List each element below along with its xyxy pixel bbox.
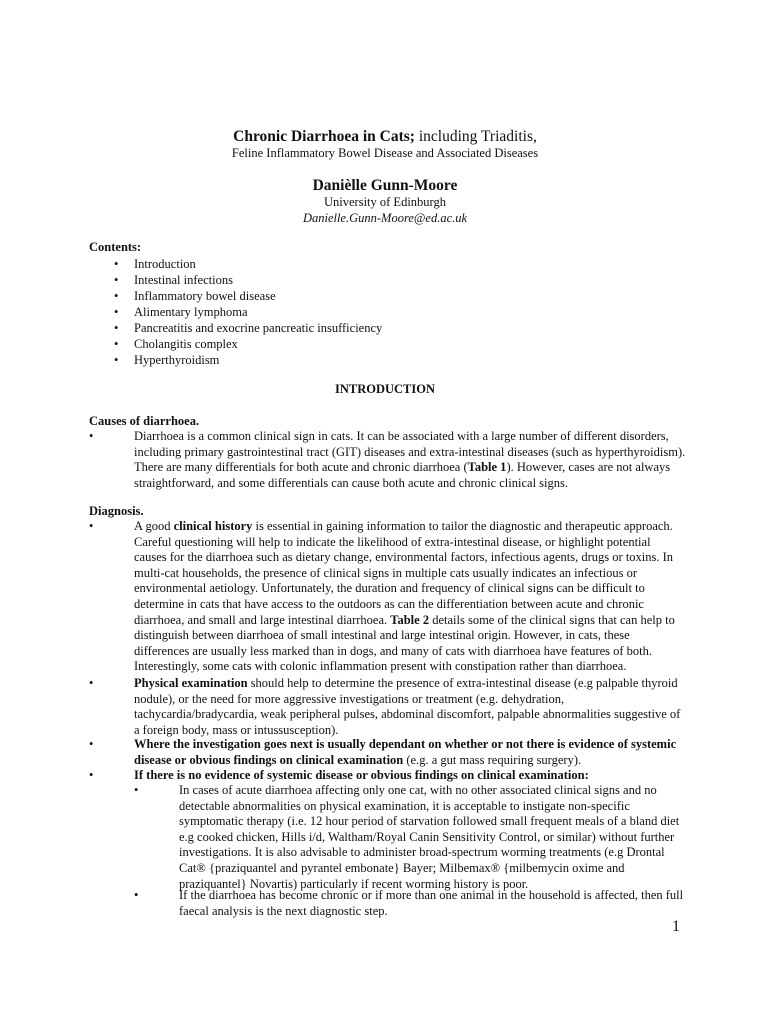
list-item: • Inflammatory bowel disease bbox=[114, 289, 276, 303]
bullet-icon: • bbox=[89, 519, 94, 533]
list-item: • Alimentary lymphoma bbox=[114, 305, 248, 319]
list-item: • Intestinal infections bbox=[114, 273, 233, 287]
history-paragraph: A good clinical history is essential in gaining information to tailor the diagnostic and therapeutic approach. Careful questioning will help to indicate the likelihood of extra-intestinal disease, or highlight potential causes for the diarrhoea such as dietary change, environmental factors, infectious agents, drugs or toxins. In multi-cat households, the presence of clinical signs in multiple cats usually indicates an infectious or environmental aetiology. Unfortunately, the duration and frequency of clinical signs can be difficult to determine in cats that have access to the outdoors as can the differentiation between acute and chronic diarrhoea, and small and large intestinal diarrhoea. Table 2 details some of the clinical signs that can help to distinguish between diarrhoea of small intestinal and large intestinal origin. However, in cats, these differences are usually less marked than in dogs, and many of cats with diarrhoea have features of both. Interestingly, some cats with colonic inflammation present with constipation rather than diarrhoea. bbox=[134, 519, 675, 674]
bullet-icon: • bbox=[114, 257, 119, 271]
list-item: • Hyperthyroidism bbox=[114, 353, 220, 367]
section-heading: INTRODUCTION bbox=[334, 382, 435, 396]
investigation-paragraph: Where the investigation goes next is usually dependant on whether or not there is evidence of systemic disease or obvious findings on clinical examination (e.g. a gut mass requiring surgery). bbox=[134, 737, 677, 767]
contents-heading: Contents: bbox=[89, 240, 142, 254]
contents-list bbox=[114, 256, 382, 368]
bullet-icon: • bbox=[89, 737, 94, 751]
causes-paragraph: Diarrhoea is a common clinical sign in cats. It can be associated with a large number of different disorders, including primary gastrointestinal tract (GIT) diseases and extra-intestinal diseases (such as hyperthyroidism). There are many differentials for both acute and chronic diarrhoea (Table 1). However, cases are not always straightforward, and some differentials can cause both acute and chronic clinical signs. bbox=[134, 429, 686, 490]
chronic-diarrhoea-paragraph: If the diarrhoea has become chronic or if more than one animal in the household is affected, then full faecal analysis is the next diagnostic step. bbox=[179, 888, 684, 918]
list-item: • Pancreatitis and exocrine pancreatic insufficiency bbox=[114, 321, 383, 335]
author-name: Danièlle Gunn-Moore bbox=[312, 177, 458, 194]
bullet-icon: • bbox=[89, 429, 94, 443]
title-main: Chronic Diarrhoea in Cats; bbox=[233, 128, 415, 145]
title-rest: including Triaditis, bbox=[414, 128, 537, 145]
bullet-icon: • bbox=[114, 353, 119, 367]
physical-exam-paragraph: Physical examination should help to determine the presence of extra-intestinal disease (e.g palpable thyroid nodule), or the need for more aggressive investigations or treatment (e.g. dehydration, tachycardia/bradycardia, weak peripheral pulses, abdominal discomfort, palpable abnormalities suggestive of a foreign body, mass or intussusception). bbox=[134, 676, 681, 737]
author-affiliation: University of Edinburgh bbox=[324, 195, 446, 209]
list-item: • Introduction bbox=[114, 257, 196, 271]
bullet-icon: • bbox=[114, 321, 119, 335]
no-evidence-heading: If there is no evidence of systemic disease or obvious findings on clinical examination: bbox=[134, 768, 589, 782]
author-email: Danielle.Gunn-Moore@ed.ac.uk bbox=[302, 211, 468, 225]
bullet-icon: • bbox=[114, 305, 119, 319]
bullet-icon: • bbox=[114, 337, 119, 351]
paper-subtitle: Feline Inflammatory Bowel Disease and Associated Diseases bbox=[231, 146, 539, 160]
causes-heading: Causes of diarrhoea. bbox=[89, 414, 200, 428]
diagnosis-heading: Diagnosis. bbox=[89, 504, 144, 518]
list-item: • Cholangitis complex bbox=[114, 337, 238, 351]
acute-diarrhoea-paragraph: In cases of acute diarrhoea affecting only one cat, with no other associated clinical signs and no detectable abnormalities on physical examination, it is acceptable to instigate non-specific symptomatic therapy (i.e. 12 hour period of starvation followed small frequent meals of a bland diet e.g cooked chicken, Hills i/d, Waltham/Royal Canin Sensitivity Control, or similar) without further investigations. It is also advisable to administer broad-spectrum worming treatments (e.g Drontal Cat® {praziquantel and pyrantel embonate} Bayer; Milbemax® {milbemycin oxime and praziquantel} Novartis) particularly if recent worming history is poor. bbox=[179, 783, 680, 891]
bullet-icon: • bbox=[89, 768, 94, 782]
bullet-icon: • bbox=[134, 783, 139, 797]
bullet-icon: • bbox=[114, 273, 119, 287]
bullet-icon: • bbox=[114, 289, 119, 303]
bullet-icon: • bbox=[134, 888, 139, 902]
page-number: 1 bbox=[672, 918, 680, 935]
paper-title bbox=[0, 128, 770, 146]
bullet-icon: • bbox=[89, 676, 94, 690]
